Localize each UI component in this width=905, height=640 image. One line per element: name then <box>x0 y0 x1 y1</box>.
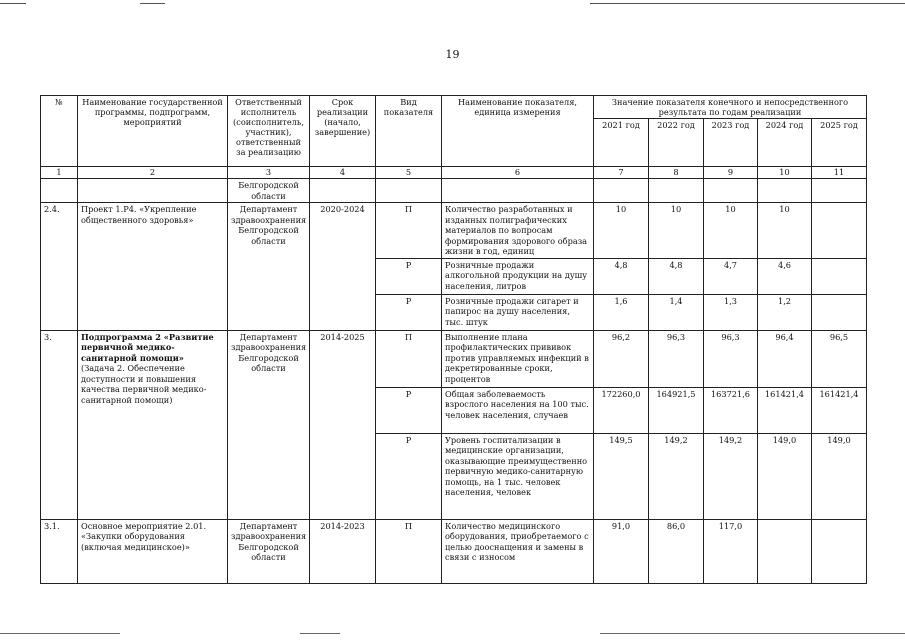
column-number: 5 <box>376 167 442 179</box>
page-number: 19 <box>445 48 460 61</box>
top-rule-center <box>140 3 165 4</box>
header-indicator: Наименование показателя, единица измерения <box>442 96 594 167</box>
indicator-name: Розничные продажи сигарет и папирос на душу населения, тыс. штук <box>442 294 594 330</box>
header-term: Срок реализации (начало, завершение) <box>310 96 376 167</box>
row-term: 2014-2023 <box>310 519 376 583</box>
column-number: 1 <box>41 167 78 179</box>
header-row-1 <box>41 96 867 119</box>
row-term: 2014-2025 <box>310 330 376 519</box>
indicator-value: 96,2 <box>594 330 649 387</box>
row-name: Проект 1.Р4. «Укрепление общественного здоровья» <box>78 203 228 331</box>
indicator-name: Количество медицинского оборудования, приобретаемого с целью дооснащения и замены в связи с износом <box>442 519 594 583</box>
header-type: Вид показателя <box>376 96 442 167</box>
row-name-bold: Подпрограмма 2 «Развитие первичной медико-санитарной помощи» <box>81 331 214 363</box>
header-year: 2025 год <box>812 119 867 167</box>
bottom-rule-right <box>600 633 905 634</box>
row-name: Основное мероприятие 2.01. «Закупки оборудования (включая медицинское)» <box>78 519 228 583</box>
row-number: 3. <box>41 330 78 519</box>
header-year: 2024 год <box>758 119 812 167</box>
row-name-detail: (Задача 2. Обеспечение доступности и повышения качества первичной медико-санитарной помощи) <box>81 363 207 405</box>
indicator-name: Количество разработанных и изданных полиграфических материалов по вопросам формирования здорового образа жизни в год, единиц <box>442 203 594 259</box>
indicator-value: 4,6 <box>758 258 812 294</box>
indicator-name: Уровень госпитализации в медицинские организации, оказывающие преимущественно первичную медико-санитарную помощь, на 1 тыс. человек населения, человек <box>442 433 594 519</box>
column-number-row <box>41 167 867 179</box>
indicator-value: 149,0 <box>812 433 867 519</box>
indicator-value <box>812 519 867 583</box>
indicator-value: 161421,4 <box>812 387 867 433</box>
indicator-type: Р <box>376 294 442 330</box>
column-number: 8 <box>649 167 704 179</box>
column-number: 11 <box>812 167 867 179</box>
table-row <box>41 330 867 387</box>
indicator-value: 149,5 <box>594 433 649 519</box>
column-number: 10 <box>758 167 812 179</box>
indicator-value: 117,0 <box>704 519 758 583</box>
indicator-value: 1,3 <box>704 294 758 330</box>
indicator-value: 10 <box>704 203 758 259</box>
row-responsible: Департамент здравоохранения Белгородской области <box>228 203 310 331</box>
row-responsible: Департамент здравоохранения Белгородской области <box>228 330 310 519</box>
indicator-value: 96,5 <box>812 330 867 387</box>
column-number: 2 <box>78 167 228 179</box>
carry-over-responsible: Белгородской области <box>228 179 310 203</box>
top-rule-right <box>590 3 905 4</box>
indicator-value: 4,7 <box>704 258 758 294</box>
row-term: 2020-2024 <box>310 203 376 331</box>
indicator-value <box>812 258 867 294</box>
indicator-value: 1,4 <box>649 294 704 330</box>
top-rule-left <box>0 3 26 4</box>
table-row <box>41 519 867 583</box>
header-year: 2021 год <box>594 119 649 167</box>
indicator-name: Выполнение плана профилактических прививок против управляемых инфекций в декретированные сроки, процентов <box>442 330 594 387</box>
indicator-table <box>40 95 867 584</box>
indicator-type: П <box>376 203 442 259</box>
indicator-value <box>758 519 812 583</box>
indicator-value: 10 <box>758 203 812 259</box>
header-values-group: Значение показателя конечного и непосредственного результата по годам реализации <box>594 96 867 119</box>
indicator-type: Р <box>376 258 442 294</box>
indicator-value: 1,6 <box>594 294 649 330</box>
indicator-name: Общая заболеваемость взрослого населения на 100 тыс. человек населения, случаев <box>442 387 594 433</box>
indicator-value: 96,3 <box>704 330 758 387</box>
indicator-value: 172260,0 <box>594 387 649 433</box>
indicator-name: Розничные продажи алкогольной продукции на душу населения, литров <box>442 258 594 294</box>
indicator-value: 163721,6 <box>704 387 758 433</box>
column-number: 3 <box>228 167 310 179</box>
indicator-value: 10 <box>594 203 649 259</box>
indicator-value <box>812 203 867 259</box>
column-number: 7 <box>594 167 649 179</box>
indicator-type: П <box>376 519 442 583</box>
indicator-type: П <box>376 330 442 387</box>
indicator-value: 91,0 <box>594 519 649 583</box>
indicator-type: Р <box>376 433 442 519</box>
bottom-rule-center <box>300 633 340 634</box>
row-responsible: Департамент здравоохранения Белгородской области <box>228 519 310 583</box>
indicator-value: 161421,4 <box>758 387 812 433</box>
table-row <box>41 203 867 259</box>
header-year: 2022 год <box>649 119 704 167</box>
indicator-value <box>812 294 867 330</box>
row-name <box>78 330 228 519</box>
header-name: Наименование государственной программы, подпрограмм, мероприятий <box>78 96 228 167</box>
column-number: 9 <box>704 167 758 179</box>
indicator-value: 10 <box>649 203 704 259</box>
indicator-value: 96,3 <box>649 330 704 387</box>
carry-over-row <box>41 179 867 203</box>
indicator-value: 1,2 <box>758 294 812 330</box>
indicator-value: 149,2 <box>649 433 704 519</box>
column-number: 4 <box>310 167 376 179</box>
indicator-value: 4,8 <box>649 258 704 294</box>
row-number: 3.1. <box>41 519 78 583</box>
indicator-value: 86,0 <box>649 519 704 583</box>
indicator-value: 149,0 <box>758 433 812 519</box>
header-year: 2023 год <box>704 119 758 167</box>
header-no: № <box>41 96 78 167</box>
row-number: 2.4. <box>41 203 78 331</box>
column-number: 6 <box>442 167 594 179</box>
indicator-value: 96,4 <box>758 330 812 387</box>
indicator-value: 149,2 <box>704 433 758 519</box>
bottom-rule-left <box>0 633 120 634</box>
header-responsible: Ответственный исполнитель (соисполнитель, участник), ответственный за реализацию <box>228 96 310 167</box>
indicator-type: Р <box>376 387 442 433</box>
indicator-value: 164921,5 <box>649 387 704 433</box>
indicator-value: 4,8 <box>594 258 649 294</box>
